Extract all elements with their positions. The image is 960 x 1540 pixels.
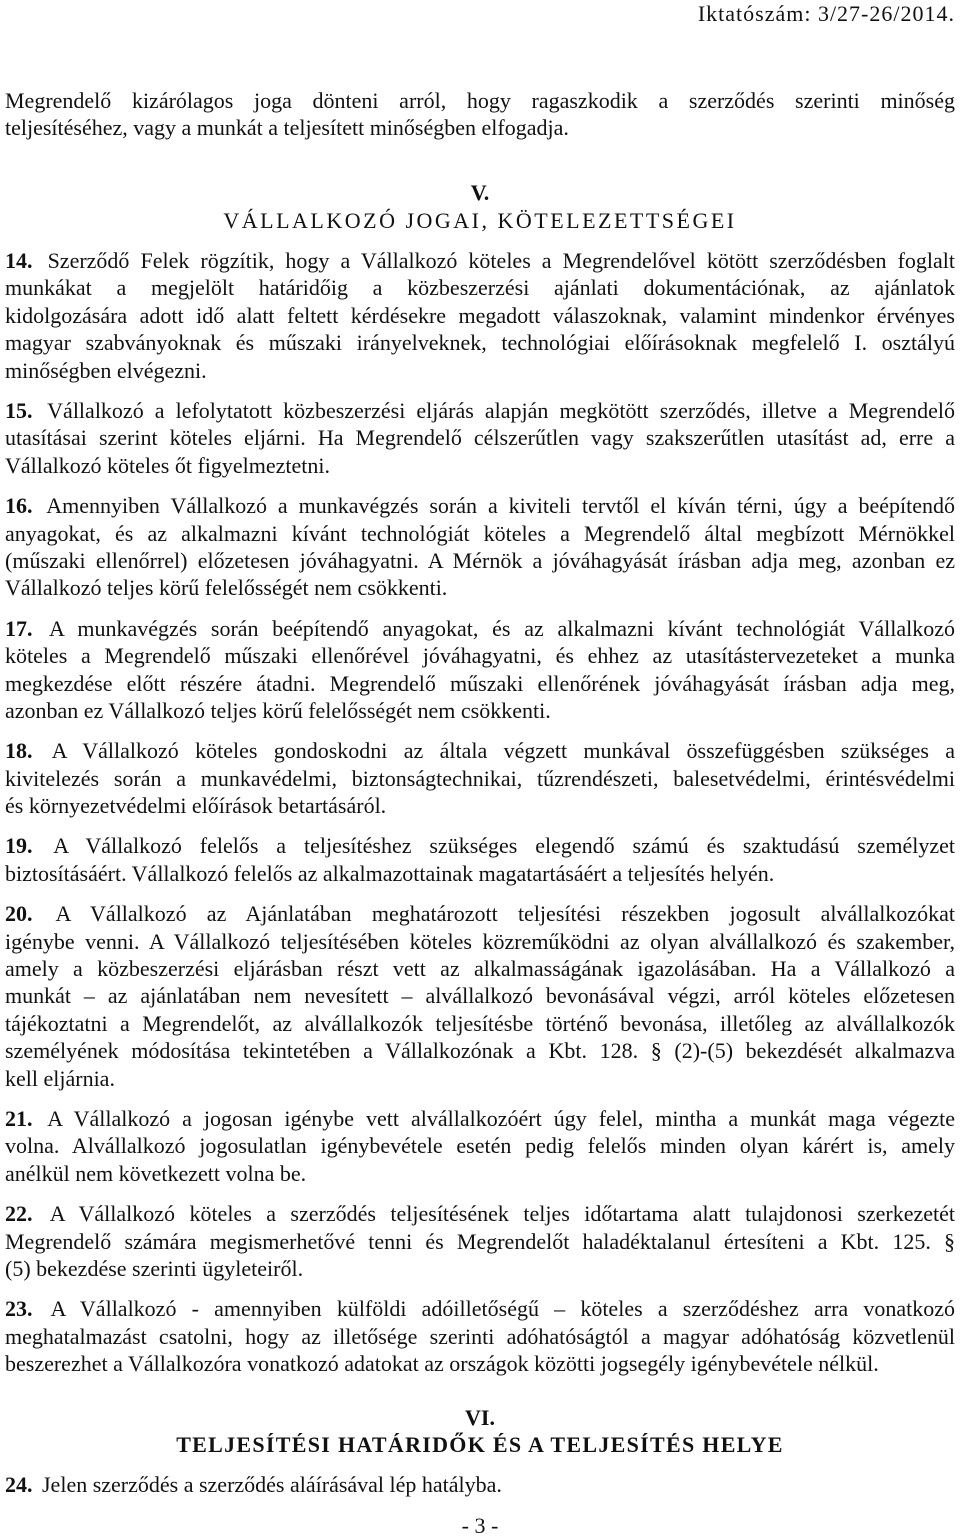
clause-number: 15. <box>5 398 33 424</box>
clause-number: 14. <box>5 248 33 274</box>
clause-first-line <box>5 247 955 274</box>
registration-number: Iktatószám: 3/27-26/2014. <box>697 1 955 26</box>
clause-number: 22. <box>5 1201 33 1227</box>
clause-line: megkezdése előtt részére átadni. Megrendelő műszaki ellenőrének jóváhagyását írásban adja meg, <box>5 670 955 696</box>
clause-line: igénybe venni. A Vállalkozó teljesítésében köteles közreműködni az olyan alvállalkozó és szakember, <box>5 928 955 954</box>
clause-line: Megrendelő számára megismerhetővé tenni és Megrendelőt haladéktalanul értesíteni a Kbt. 125. § <box>5 1228 955 1254</box>
clause-line: Vállalkozó teljes körű felelősségét nem csökkenti. <box>5 575 448 601</box>
clause-line: kell eljárnia. <box>5 1065 115 1091</box>
clause-text: A munkavégzés során beépítendő anyagokat, és az alkalmazni kívánt technológiát Vállalkozó <box>49 615 955 641</box>
clause-first-line <box>5 1295 955 1322</box>
clause-line: azonban ez Vállalkozó teljes körű felelősségét nem csökkenti. <box>5 697 551 723</box>
clause-line: (műszaki ellenőrrel) előzetesen jóváhagyatni. A Mérnök a jóváhagyását írásban adja meg, azonban ez <box>5 547 955 573</box>
clause-first-line <box>5 900 955 927</box>
clause-first-line <box>5 832 955 859</box>
clause-line: kivitelezés során a munkavédelmi, biztonságtechnikai, tűzrendészeti, balesetvédelmi, érintésvédelmi <box>5 765 955 791</box>
clause-line: munkákat a megjelölt határidőig a közbeszerzési ajánlati dokumentációnak, az ajánlatok <box>5 275 955 301</box>
clause-line: anélkül nem következett volna be. <box>5 1160 307 1186</box>
paragraph-line: Megrendelő kizárólagos joga dönteni arról, hogy ragaszkodik a szerződés szerinti minőség <box>5 88 955 113</box>
clause-23 <box>5 1295 955 1377</box>
clause-line: munkát – az ajánlatában nem nevesített – alvállalkozó bevonásával végzi, arról köteles előzetesen <box>5 983 955 1009</box>
clause-line: Vállalkozó köteles őt figyelmeztetni. <box>5 452 331 478</box>
clause-number: 23. <box>5 1296 33 1322</box>
clause-text: A Vállalkozó köteles a szerződés teljesítésének teljes időtartama alatt tulajdonosi szerkezetét <box>49 1201 955 1227</box>
clause-21 <box>5 1105 955 1187</box>
clause-line: amely a közbeszerzési eljárásban részt vett az alkalmasságának igazolásában. Ha a Vállalkozó a <box>5 956 955 982</box>
clause-first-line <box>5 397 955 424</box>
clause-number: 20. <box>5 901 33 927</box>
paragraph-line: teljesítéséhez, vagy a munkát a teljesített minőségben elfogadja. <box>5 115 569 141</box>
clause-line: volna. Alvállalkozó jogosulatlan igénybevétele esetén pedig felelős minden olyan kárért is, amely <box>5 1133 955 1159</box>
clause-22 <box>5 1200 955 1282</box>
clause-text: Amennyiben Vállalkozó a munkavégzés során a kiviteli tervtől el kíván térni, úgy a beépítendő <box>46 493 955 519</box>
section-heading-v <box>5 179 955 234</box>
clause-17 <box>5 615 955 725</box>
section-title: VÁLLALKOZÓ JOGAI, KÖTELEZETTSÉGEI <box>223 207 737 233</box>
clause-line: beszerezhet a Vállalkozóra vonatkozó adatokat az országok közötti jogsegély igénybevétele nélkül. <box>5 1351 879 1377</box>
clause-line: magyar szabványoknak és műszaki irányelveknek, technológiai előírásoknak megfelelő I. osztályú <box>5 330 955 356</box>
clause-first-line <box>5 1471 955 1498</box>
clause-text: Vállalkozó a lefolytatott közbeszerzési eljárás alapján megkötött szerződés, illetve a Megrendelő <box>47 398 955 424</box>
document-body <box>5 87 955 1498</box>
clause-first-line <box>5 1200 955 1227</box>
clause-16 <box>5 492 955 602</box>
clause-text: A Vállalkozó - amennyiben külföldi adóilletőségű – köteles a szerződéshez arra vonatkozó <box>50 1296 955 1322</box>
clause-19 <box>5 832 955 887</box>
clause-text: A Vállalkozó a jogosan igénybe vett alvállalkozóért úgy felel, mintha a munkát maga végezte <box>47 1106 955 1131</box>
clause-first-line <box>5 737 955 764</box>
clause-line: biztosításáért. Vállalkozó felelős az alkalmazottainak magatartásáért a teljesítés helyén. <box>5 860 775 886</box>
clause-line: köteles a Megrendelő műszaki ellenőrével jóváhagyatni, és ehhez az utasítástervezeteket a munka <box>5 643 955 669</box>
clause-line: kidolgozására adott idő alatt feltett kérdésekre megadott válaszoknak, valamint mindenkor érvényes <box>5 302 955 328</box>
clause-15 <box>5 397 955 479</box>
clause-number: 19. <box>5 833 33 859</box>
clause-24 <box>5 1471 955 1498</box>
intro-paragraph <box>5 87 955 142</box>
clause-number: 21. <box>5 1106 33 1131</box>
clause-line: tájékoztatni a Megrendelőt, az alvállalkozók teljesítésbe történő bevonása, illetőleg az alvállalkozók <box>5 1010 955 1036</box>
clause-text: A Vállalkozó az Ajánlatában meghatározott teljesítési részekben jogosult alvállalkozókat <box>55 901 955 927</box>
clause-line: utasításai szerint köteles eljárni. Ha Megrendelő célszerűtlen vagy szakszerűtlen utasítást ad, erre a <box>5 425 955 451</box>
clause-number: 17. <box>5 615 33 641</box>
clause-text: A Vállalkozó felelős a teljesítéshez szükséges elegendő számú és szaktudású személyzet <box>53 833 955 859</box>
clause-number: 24. <box>5 1471 33 1497</box>
clause-18 <box>5 737 955 819</box>
clause-text: A Vállalkozó köteles gondoskodni az általa végzett munkával összefüggésben szükséges a <box>51 738 955 764</box>
clause-first-line <box>5 1105 955 1132</box>
clause-line: és környezetvédelmi előírások betartásáról. <box>5 793 387 819</box>
section-number: VI. <box>465 1405 495 1431</box>
clause-14 <box>5 247 955 384</box>
clause-number: 18. <box>5 738 33 764</box>
clause-line: (5) bekezdése szerinti ügyleteiről. <box>5 1255 304 1281</box>
clause-line: anyagokat, és az alkalmazni kívánt technológiát köteles a Megrendelő által megbízott Mérnökkel <box>5 520 955 546</box>
section-heading-vi <box>5 1404 955 1459</box>
clause-first-line <box>5 615 955 642</box>
clause-text: Jelen szerződés a szerződés aláírásával lép hatályba. <box>42 1471 502 1497</box>
section-title: TELJESÍTÉSI HATÁRIDŐK ÉS A TELJESÍTÉS HELYE <box>176 1432 784 1458</box>
clause-text: Szerződő Felek rögzítik, hogy a Vállalkozó köteles a Megrendelővel kötött szerződésben foglalt <box>47 248 955 274</box>
page-number: - 3 - <box>461 1513 499 1538</box>
clause-line: meghatalmazást csatolni, hogy az illetősége szerinti adóhatóságtól a magyar adóhatóság közvetlenül <box>5 1323 955 1349</box>
clause-20 <box>5 900 955 1092</box>
clause-line: személyének módosítása tekintetében a Vállalkozónak a Kbt. 128. § (2)-(5) bekezdését alkalmazva <box>5 1038 955 1064</box>
clause-number: 16. <box>5 493 33 519</box>
clause-line: minőségben elvégezni. <box>5 357 207 383</box>
section-number: V. <box>470 180 490 206</box>
clause-first-line <box>5 492 955 519</box>
